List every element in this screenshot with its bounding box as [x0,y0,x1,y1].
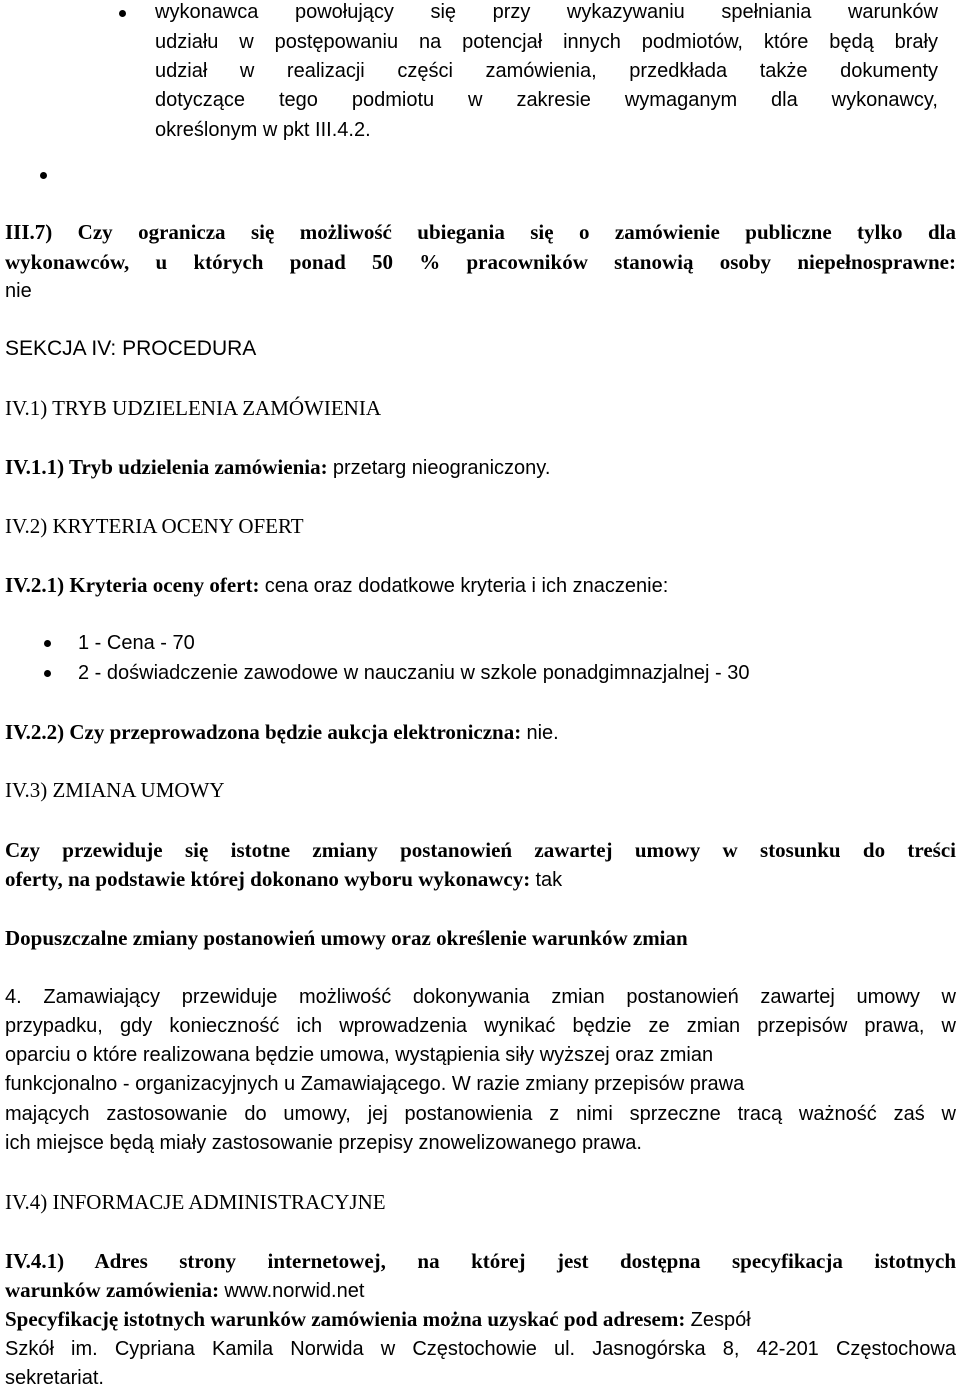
iii7-answer: nie [5,280,32,302]
criteria-item: 2 - doświadczenie zawodowe w nauczaniu w szkole ponadgimnazjalnej - 30 [78,662,750,684]
iv1-1-label: IV.1.1) Tryb udzielenia zamówienia: [5,455,328,479]
iv1-1-value: przetarg nieograniczony. [332,457,551,479]
spec-value-line: sekretariat. [5,1367,104,1389]
spec-label: Specyfikację istotnych warunków zamówienia można uzyskać pod adresem: [5,1307,686,1331]
iv4-1-label: warunków zamówienia: [5,1278,220,1302]
iv4-heading: IV.4) INFORMACJE ADMINISTRACYJNE [5,1190,386,1214]
criteria-bullet [44,640,51,647]
iv3-paragraph-line: przypadku, gdy konieczność ich wprowadzenia wynikać będzie ze zmian przepisów prawa, w [5,1015,956,1037]
iv3-paragraph-line: oparciu o które realizowana będzie umowa, wystąpienia siły wyższej oraz zmian [5,1044,714,1066]
iv2-1-line [5,570,956,601]
iv3-paragraph-line: 4. Zamawiający przewiduje możliwość dokonywania zmian postanowień zawartej umowy w [5,986,956,1008]
bullet-text-line: udział w realizacji części zamówienia, przedkłada także dokumenty [155,60,938,82]
bullet-marker-empty [40,172,47,179]
iv1-heading: IV.1) TRYB UDZIELENIA ZAMÓWIENIA [5,396,382,420]
bullet-text-line: określonym w pkt III.4.2. [155,119,371,141]
section-title: SEKCJA IV: PROCEDURA [5,337,257,360]
spec-value-line: Szkół im. Cypriana Kamila Norwida w Częstochowie ul. Jasnogórska 8, 42-201 Częstochowa [5,1338,956,1360]
iv4-1-url: www.norwid.net [224,1280,365,1302]
iv2-2-value: nie. [526,722,559,744]
criteria-bullet [44,670,51,677]
iv3-question-value: tak [535,869,563,891]
iv3-paragraph-line: mających zastosowanie do umowy, jej postanowienia z nimi sprzeczne tracą ważność zaś w [5,1103,956,1125]
iv3-question-text: oferty, na podstawie której dokonano wyboru wykonawcy: [5,867,531,891]
iv2-1-value: cena oraz dodatkowe kryteria i ich znaczenie: [264,575,669,597]
bullet-text-line: wykonawca powołujący się przy wykazywaniu spełniania warunków [155,1,938,23]
iv1-1-line [5,452,956,483]
bullet-marker [119,10,126,17]
iv2-2-label: IV.2.2) Czy przeprowadzona będzie aukcja elektroniczna: [5,720,522,744]
bullet-text-line: udziału w postępowaniu na potencjał innych podmiotów, które będą brały [155,31,938,53]
iv3-question-line-2 [5,864,956,895]
iv3-allowed-heading: Dopuszczalne zmiany postanowień umowy oraz określenie warunków zmian [5,926,688,950]
iv4-1-line: IV.4.1) Adres strony internetowej, na której jest dostępna specyfikacja istotnych [5,1249,956,1273]
spec-value: Zespół [690,1309,751,1331]
iv2-heading: IV.2) KRYTERIA OCENY OFERT [5,514,304,538]
iv3-paragraph-line: ich miejsce będą miały zastosowanie przepisy znowelizowanego prawa. [5,1132,642,1154]
iv2-1-label: IV.2.1) Kryteria oceny ofert: [5,573,260,597]
iv3-heading: IV.3) ZMIANA UMOWY [5,778,225,802]
spec-line [5,1304,751,1335]
iv3-paragraph-line: funkcjonalno - organizacyjnych u Zamawiającego. W razie zmiany przepisów prawa [5,1073,745,1095]
iv2-2-line [5,717,956,748]
criteria-item: 1 - Cena - 70 [78,632,195,654]
iv4-1-line-2 [5,1275,956,1306]
iii7-question-line: III.7) Czy ogranicza się możliwość ubiegania się o zamówienie publiczne tylko dla [5,220,956,244]
bullet-text-line: dotyczące tego podmiotu w zakresie wymaganym dla wykonawcy, [155,89,938,111]
iii7-question-line: wykonawców, u których ponad 50 % pracowników stanowią osoby niepełnosprawne: [5,250,956,274]
iv3-question-line: Czy przewiduje się istotne zmiany postanowień zawartej umowy w stosunku do treści [5,838,956,862]
